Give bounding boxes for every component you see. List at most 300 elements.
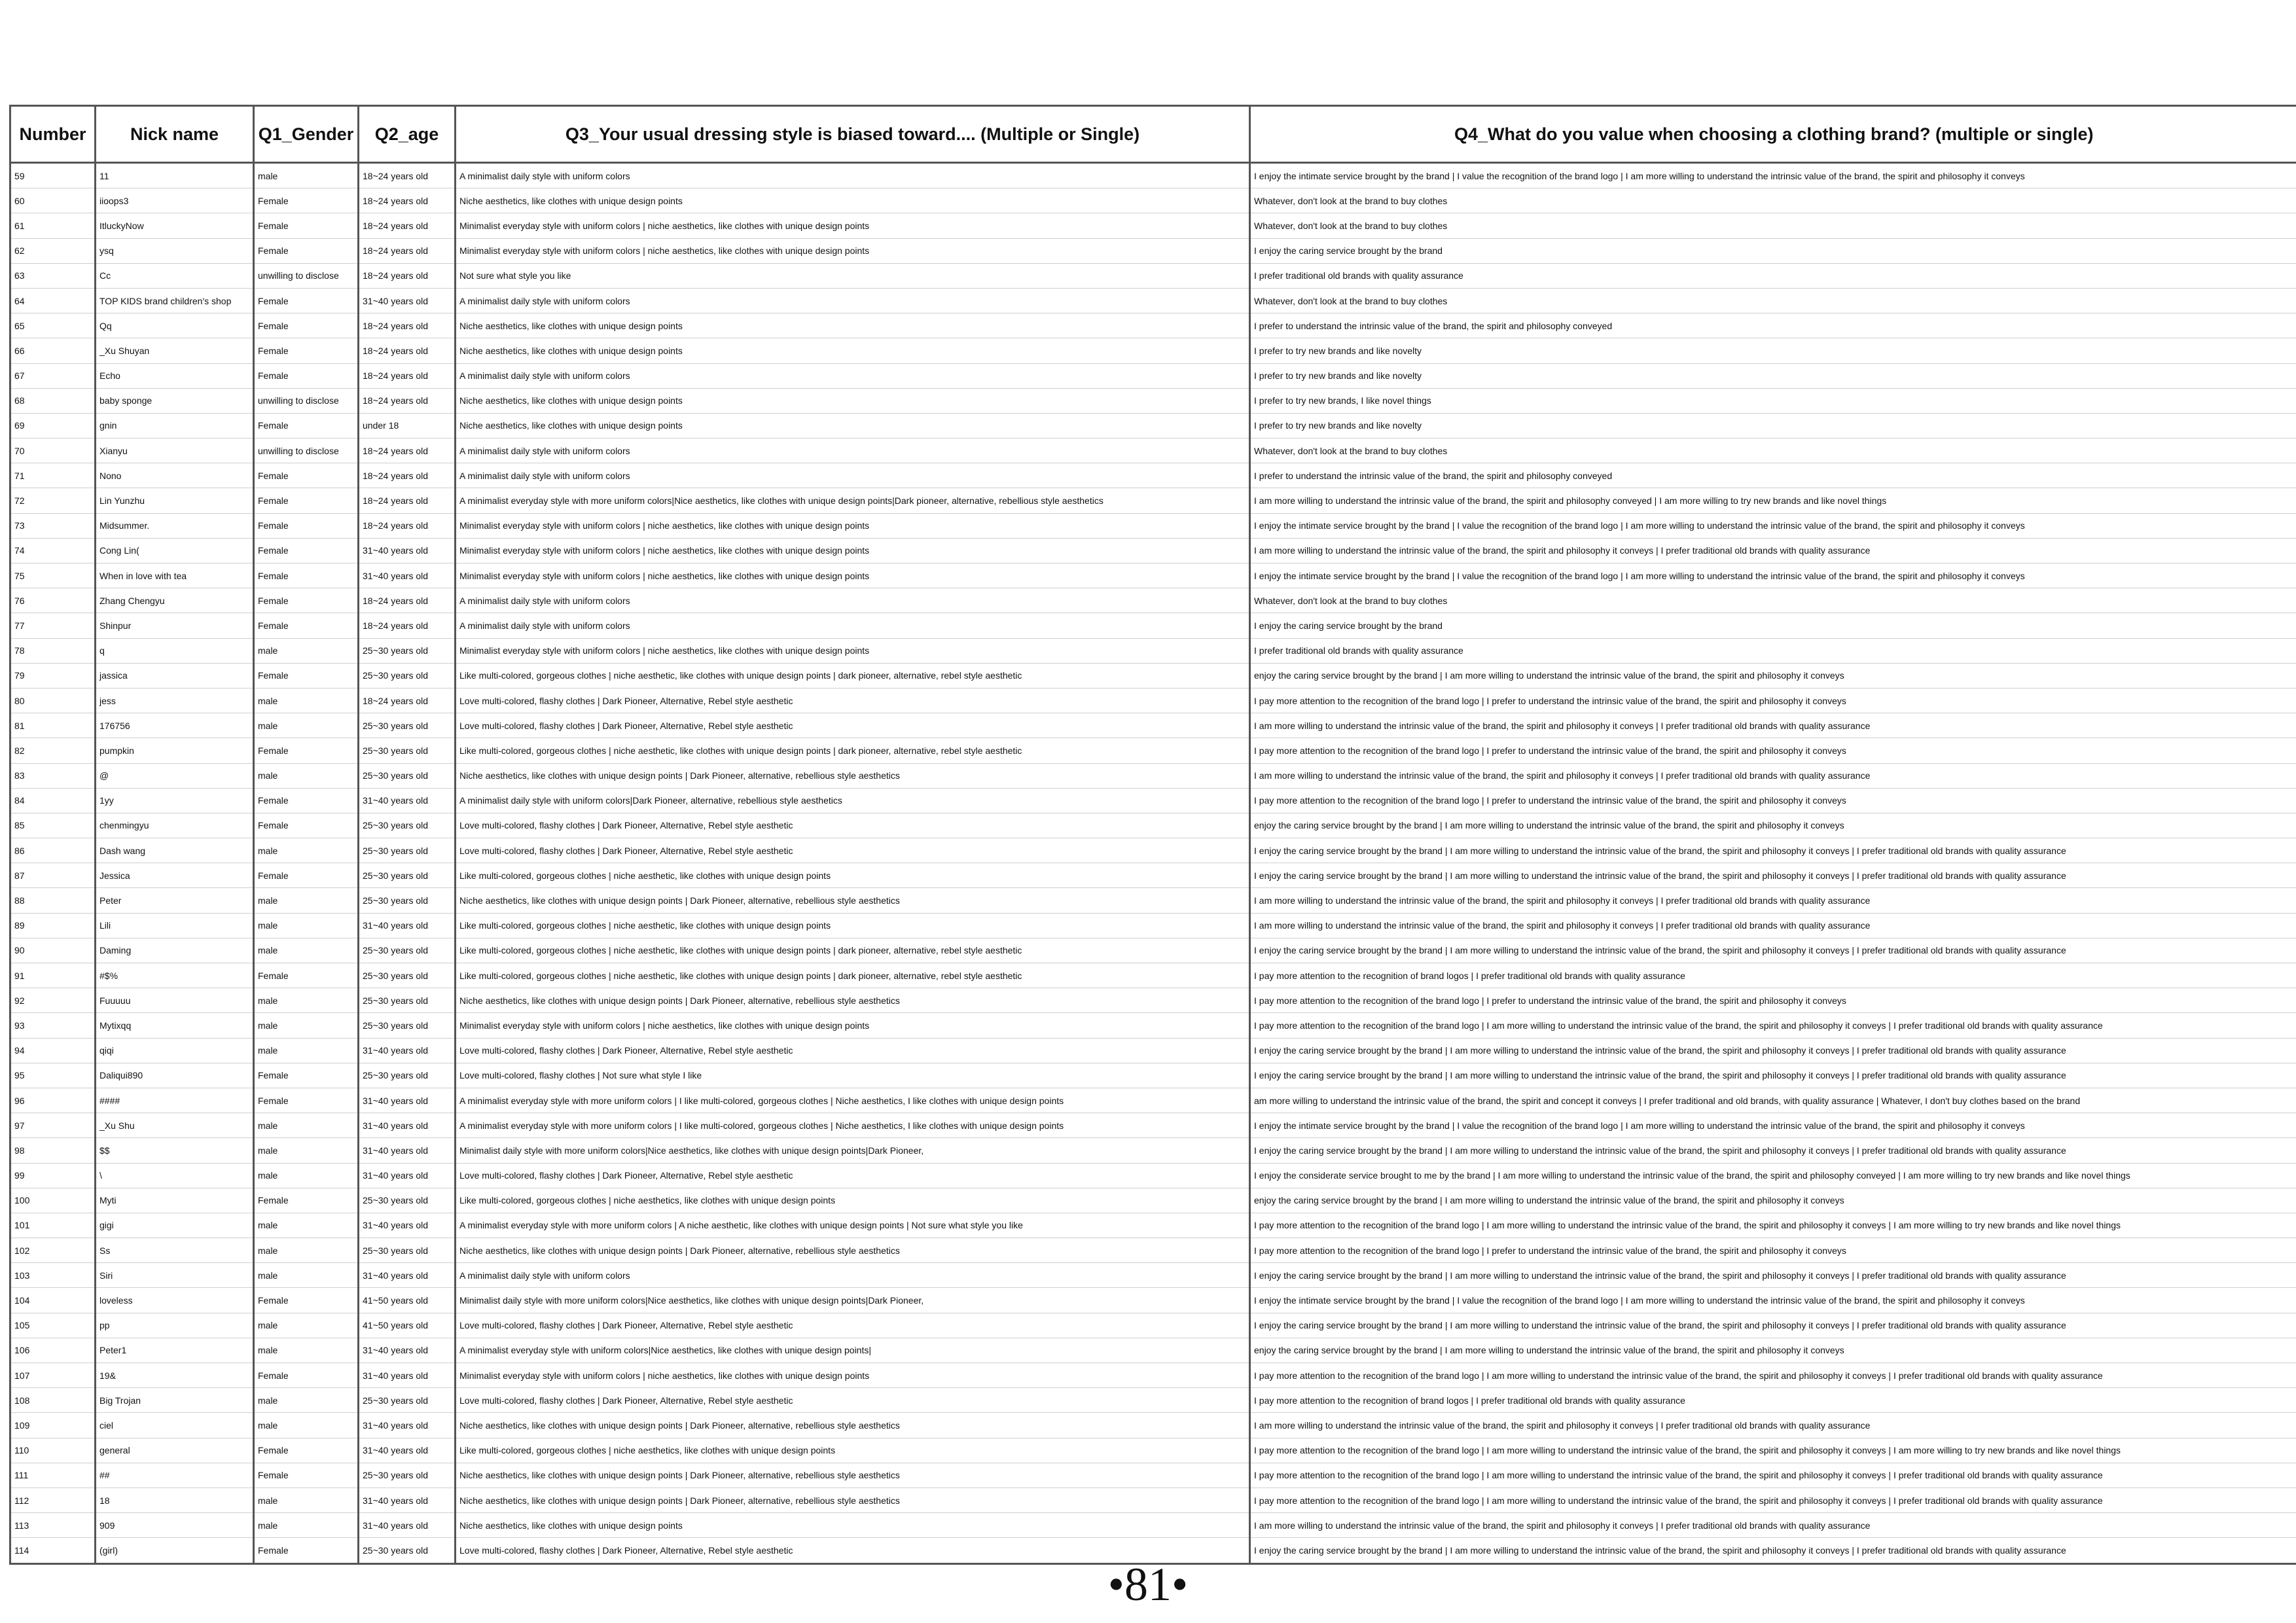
cell-age: 25~30 years old	[359, 1463, 456, 1488]
cell-gender: male	[254, 1038, 359, 1063]
table-row	[10, 313, 2296, 338]
cell-age: 18~24 years old	[359, 188, 456, 213]
table-row	[10, 288, 2296, 313]
cell-q3-style: Minimalist everyday style with uniform colors | niche aesthetics, like clothes with unique design points	[456, 563, 1250, 588]
table-row	[10, 388, 2296, 413]
table-row	[10, 1038, 2296, 1063]
cell-number: 79	[10, 663, 96, 688]
cell-gender: male	[254, 638, 359, 663]
cell-age: 18~24 years old	[359, 163, 456, 188]
cell-number: 69	[10, 413, 96, 438]
table-row	[10, 938, 2296, 963]
cell-q3-style: Minimalist everyday style with uniform colors | niche aesthetics, like clothes with unique design points	[456, 638, 1250, 663]
cell-nickname: Siri	[96, 1263, 254, 1288]
cell-age: 18~24 years old	[359, 688, 456, 713]
cell-nickname: Nono	[96, 463, 254, 488]
cell-number: 84	[10, 788, 96, 813]
cell-age: 18~24 years old	[359, 613, 456, 638]
cell-nickname: (girl)	[96, 1538, 254, 1563]
cell-q3-style: Love multi-colored, flashy clothes | Dark Pioneer, Alternative, Rebel style aesthetic	[456, 688, 1250, 713]
cell-number: 81	[10, 713, 96, 738]
cell-q3-style: Niche aesthetics, like clothes with unique design points	[456, 188, 1250, 213]
col-header-q4-brand: Q4_What do you value when choosing a clothing brand? (multiple or single)	[1250, 106, 2296, 163]
table-row	[10, 1163, 2296, 1188]
table-row	[10, 463, 2296, 488]
cell-age: 18~24 years old	[359, 463, 456, 488]
cell-q3-style: A minimalist daily style with uniform colors	[456, 1263, 1250, 1288]
table-row	[10, 1138, 2296, 1163]
cell-age: 18~24 years old	[359, 338, 456, 363]
cell-age: 25~30 years old	[359, 888, 456, 913]
cell-q4-brand: I am more willing to understand the intrinsic value of the brand, the spirit and philosophy conveyed | I am more willing to try new brands and like novel things	[1250, 488, 2296, 513]
cell-age: 18~24 years old	[359, 238, 456, 263]
cell-gender: male	[254, 688, 359, 713]
cell-q4-brand: I enjoy the caring service brought by the brand | I am more willing to understand the intrinsic value of the brand, the spirit and philosophy it conveys | I prefer traditional old brands with quality assurance	[1250, 1038, 2296, 1063]
cell-age: 41~50 years old	[359, 1313, 456, 1338]
cell-number: 60	[10, 188, 96, 213]
cell-q4-brand: Whatever, don't look at the brand to buy clothes	[1250, 213, 2296, 238]
cell-nickname: ##	[96, 1463, 254, 1488]
cell-q3-style: A minimalist everyday style with more uniform colors | A niche aesthetic, like clothes with unique design points | Not sure what style you like	[456, 1213, 1250, 1238]
cell-q3-style: Minimalist everyday style with uniform colors | niche aesthetics, like clothes with unique design points	[456, 1363, 1250, 1388]
cell-q4-brand: I pay more attention to the recognition of the brand logo | I prefer to understand the intrinsic value of the brand, the spirit and philosophy it conveys	[1250, 988, 2296, 1013]
cell-gender: Female	[254, 1438, 359, 1463]
cell-q4-brand: I pay more attention to the recognition of the brand logo | I prefer to understand the intrinsic value of the brand, the spirit and philosophy it conveys	[1250, 1238, 2296, 1263]
table-row	[10, 1363, 2296, 1388]
cell-age: 18~24 years old	[359, 213, 456, 238]
cell-q3-style: Niche aesthetics, like clothes with unique design points | Dark Pioneer, alternative, rebellious style aesthetics	[456, 988, 1250, 1013]
cell-q3-style: Minimalist daily style with more uniform colors|Nice aesthetics, like clothes with unique design points|Dark Pioneer,	[456, 1138, 1250, 1163]
cell-q4-brand: I am more willing to understand the intrinsic value of the brand, the spirit and philosophy it conveys | I prefer traditional old brands with quality assurance	[1250, 713, 2296, 738]
cell-nickname: ItluckyNow	[96, 213, 254, 238]
cell-age: 31~40 years old	[359, 1163, 456, 1188]
cell-age: 31~40 years old	[359, 1113, 456, 1138]
cell-number: 70	[10, 438, 96, 463]
table-row	[10, 1338, 2296, 1363]
table-row	[10, 213, 2296, 238]
cell-q3-style: Minimalist everyday style with uniform colors | niche aesthetics, like clothes with unique design points	[456, 1013, 1250, 1038]
cell-nickname: @	[96, 763, 254, 788]
cell-q4-brand: I pay more attention to the recognition of the brand logo | I am more willing to understand the intrinsic value of the brand, the spirit and philosophy it conveys | I am more willing to try new brands and like novel things	[1250, 1213, 2296, 1238]
cell-gender: male	[254, 1413, 359, 1438]
cell-number: 89	[10, 913, 96, 938]
cell-age: 25~30 years old	[359, 813, 456, 838]
cell-gender: Female	[254, 1538, 359, 1563]
cell-q4-brand: enjoy the caring service brought by the brand | I am more willing to understand the intrinsic value of the brand, the spirit and philosophy it conveys	[1250, 1188, 2296, 1213]
cell-gender: male	[254, 1113, 359, 1138]
cell-gender: Female	[254, 1463, 359, 1488]
cell-nickname: jassica	[96, 663, 254, 688]
cell-gender: Female	[254, 1188, 359, 1213]
cell-age: 31~40 years old	[359, 1488, 456, 1512]
cell-gender: Female	[254, 788, 359, 813]
header-row	[10, 106, 2296, 163]
cell-nickname: qiqi	[96, 1038, 254, 1063]
cell-number: 108	[10, 1388, 96, 1413]
cell-age: 18~24 years old	[359, 488, 456, 513]
cell-q4-brand: I prefer to understand the intrinsic value of the brand, the spirit and philosophy conveyed	[1250, 463, 2296, 488]
cell-number: 91	[10, 963, 96, 988]
col-header-gender: Q1_Gender	[254, 106, 359, 163]
cell-q3-style: Like multi-colored, gorgeous clothes | niche aesthetic, like clothes with unique design points | dark pioneer, alternative, rebel style aesthetic	[456, 963, 1250, 988]
cell-gender: male	[254, 1138, 359, 1163]
cell-q4-brand: I prefer to try new brands, I like novel things	[1250, 388, 2296, 413]
cell-q4-brand: I pay more attention to the recognition of brand logos | I prefer traditional old brands with quality assurance	[1250, 963, 2296, 988]
cell-age: 31~40 years old	[359, 788, 456, 813]
table-row	[10, 1263, 2296, 1288]
cell-nickname: 1yy	[96, 788, 254, 813]
cell-q4-brand: Whatever, don't look at the brand to buy clothes	[1250, 188, 2296, 213]
cell-q3-style: A minimalist daily style with uniform colors	[456, 613, 1250, 638]
cell-nickname: iioops3	[96, 188, 254, 213]
cell-nickname: Zhang Chengyu	[96, 588, 254, 613]
cell-nickname: \	[96, 1163, 254, 1188]
cell-age: 25~30 years old	[359, 763, 456, 788]
cell-nickname: Mytixqq	[96, 1013, 254, 1038]
cell-q3-style: A minimalist daily style with uniform colors	[456, 588, 1250, 613]
cell-gender: Female	[254, 413, 359, 438]
cell-age: 31~40 years old	[359, 1213, 456, 1238]
cell-age: 31~40 years old	[359, 1088, 456, 1113]
cell-q4-brand: I pay more attention to the recognition of the brand logo | I am more willing to understand the intrinsic value of the brand, the spirit and philosophy it conveys | I prefer traditional old brands with quality assurance	[1250, 1013, 2296, 1038]
table-row	[10, 188, 2296, 213]
cell-number: 113	[10, 1513, 96, 1538]
cell-number: 85	[10, 813, 96, 838]
cell-number: 86	[10, 838, 96, 863]
cell-q4-brand: I am more willing to understand the intrinsic value of the brand, the spirit and philosophy it conveys | I prefer traditional old brands with quality assurance	[1250, 1413, 2296, 1438]
cell-number: 96	[10, 1088, 96, 1113]
cell-q3-style: Like multi-colored, gorgeous clothes | niche aesthetics, like clothes with unique design points	[456, 1188, 1250, 1213]
cell-number: 83	[10, 763, 96, 788]
cell-q3-style: Love multi-colored, flashy clothes | Dark Pioneer, Alternative, Rebel style aesthetic	[456, 1538, 1250, 1563]
cell-q3-style: Niche aesthetics, like clothes with unique design points | Dark Pioneer, alternative, rebellious style aesthetics	[456, 1413, 1250, 1438]
cell-gender: Female	[254, 363, 359, 388]
cell-q3-style: Minimalist everyday style with uniform colors | niche aesthetics, like clothes with unique design points	[456, 513, 1250, 538]
cell-gender: male	[254, 713, 359, 738]
cell-nickname: general	[96, 1438, 254, 1463]
table-row	[10, 163, 2296, 188]
table-row	[10, 1463, 2296, 1488]
cell-nickname: _Xu Shu	[96, 1113, 254, 1138]
cell-nickname: Xianyu	[96, 438, 254, 463]
cell-q4-brand: I prefer to try new brands and like novelty	[1250, 338, 2296, 363]
cell-nickname: Jessica	[96, 863, 254, 888]
cell-q3-style: A minimalist daily style with uniform colors|Dark Pioneer, alternative, rebellious style aesthetics	[456, 788, 1250, 813]
cell-age: 25~30 years old	[359, 638, 456, 663]
cell-age: 31~40 years old	[359, 1413, 456, 1438]
cell-age: 25~30 years old	[359, 1188, 456, 1213]
table-row	[10, 1088, 2296, 1113]
cell-q4-brand: I pay more attention to the recognition of the brand logo | I am more willing to understand the intrinsic value of the brand, the spirit and philosophy it conveys | I prefer traditional old brands with quality assurance	[1250, 1363, 2296, 1388]
page-number: •81•	[1107, 1558, 1189, 1611]
cell-q4-brand: am more willing to understand the intrinsic value of the brand, the spirit and concept it conveys | I prefer traditional and old brands, with quality assurance | Whatever, I don't buy clothes based on the brand	[1250, 1088, 2296, 1113]
cell-q3-style: Love multi-colored, flashy clothes | Dark Pioneer, Alternative, Rebel style aesthetic	[456, 1163, 1250, 1188]
cell-age: 41~50 years old	[359, 1288, 456, 1313]
cell-number: 77	[10, 613, 96, 638]
cell-q4-brand: I enjoy the caring service brought by the brand | I am more willing to understand the intrinsic value of the brand, the spirit and philosophy it conveys | I prefer traditional old brands with quality assurance	[1250, 863, 2296, 888]
cell-age: 31~40 years old	[359, 538, 456, 563]
cell-age: 18~24 years old	[359, 513, 456, 538]
cell-nickname: Cong Lin(	[96, 538, 254, 563]
cell-gender: male	[254, 763, 359, 788]
cell-gender: Female	[254, 863, 359, 888]
cell-gender: Female	[254, 488, 359, 513]
cell-nickname: ciel	[96, 1413, 254, 1438]
cell-gender: male	[254, 1213, 359, 1238]
cell-nickname: Fuuuuu	[96, 988, 254, 1013]
cell-q3-style: Not sure what style you like	[456, 263, 1250, 288]
cell-q3-style: Love multi-colored, flashy clothes | Not sure what style I like	[456, 1063, 1250, 1088]
table-row	[10, 963, 2296, 988]
cell-age: 25~30 years old	[359, 963, 456, 988]
table-row	[10, 1188, 2296, 1213]
cell-gender: male	[254, 838, 359, 863]
cell-q4-brand: I enjoy the considerate service brought to me by the brand | I am more willing to understand the intrinsic value of the brand, the spirit and philosophy conveyed | I am more willing to try new brands and like novel things	[1250, 1163, 2296, 1188]
cell-nickname: Lin Yunzhu	[96, 488, 254, 513]
cell-q4-brand: I enjoy the intimate service brought by the brand | I value the recognition of the brand logo | I am more willing to understand the intrinsic value of the brand, the spirit and philosophy it conveys	[1250, 1113, 2296, 1138]
cell-number: 80	[10, 688, 96, 713]
cell-nickname: $$	[96, 1138, 254, 1163]
cell-gender: Female	[254, 213, 359, 238]
cell-gender: Female	[254, 1288, 359, 1313]
cell-age: 31~40 years old	[359, 1513, 456, 1538]
cell-nickname: 18	[96, 1488, 254, 1512]
cell-nickname: chenmingyu	[96, 813, 254, 838]
cell-age: 18~24 years old	[359, 313, 456, 338]
cell-gender: male	[254, 1163, 359, 1188]
col-header-number: Number	[10, 106, 96, 163]
cell-number: 71	[10, 463, 96, 488]
table-row	[10, 1438, 2296, 1463]
cell-q3-style: A minimalist everyday style with more uniform colors | I like multi-colored, gorgeous clothes | Niche aesthetics, I like clothes with unique design points	[456, 1113, 1250, 1138]
cell-q4-brand: I enjoy the caring service brought by the brand | I am more willing to understand the intrinsic value of the brand, the spirit and philosophy it conveys | I prefer traditional old brands with quality assurance	[1250, 1263, 2296, 1288]
cell-q4-brand: enjoy the caring service brought by the brand | I am more willing to understand the intrinsic value of the brand, the spirit and philosophy it conveys	[1250, 1338, 2296, 1363]
cell-gender: male	[254, 913, 359, 938]
cell-number: 68	[10, 388, 96, 413]
cell-gender: male	[254, 888, 359, 913]
cell-q4-brand: I pay more attention to the recognition of the brand logo | I prefer to understand the intrinsic value of the brand, the spirit and philosophy it conveys	[1250, 738, 2296, 763]
cell-gender: male	[254, 1488, 359, 1512]
cell-number: 97	[10, 1113, 96, 1138]
cell-q3-style: Minimalist daily style with more uniform colors|Nice aesthetics, like clothes with unique design points|Dark Pioneer,	[456, 1288, 1250, 1313]
cell-q3-style: Niche aesthetics, like clothes with unique design points	[456, 338, 1250, 363]
cell-q3-style: Minimalist everyday style with uniform colors | niche aesthetics, like clothes with unique design points	[456, 538, 1250, 563]
cell-number: 67	[10, 363, 96, 388]
table-row	[10, 913, 2296, 938]
table-row	[10, 838, 2296, 863]
table-row	[10, 513, 2296, 538]
cell-q3-style: Niche aesthetics, like clothes with unique design points	[456, 413, 1250, 438]
cell-age: 25~30 years old	[359, 713, 456, 738]
cell-number: 87	[10, 863, 96, 888]
cell-nickname: Shinpur	[96, 613, 254, 638]
cell-age: 25~30 years old	[359, 1538, 456, 1563]
survey-table	[9, 105, 2296, 1565]
cell-gender: male	[254, 1338, 359, 1363]
table-row	[10, 363, 2296, 388]
cell-gender: Female	[254, 613, 359, 638]
cell-nickname: gnin	[96, 413, 254, 438]
cell-q4-brand: I enjoy the caring service brought by the brand | I am more willing to understand the intrinsic value of the brand, the spirit and philosophy it conveys | I prefer traditional old brands with quality assurance	[1250, 1138, 2296, 1163]
cell-q3-style: A minimalist everyday style with more uniform colors|Nice aesthetics, like clothes with unique design points|Dark pioneer, alternative, rebellious style aesthetics	[456, 488, 1250, 513]
cell-number: 110	[10, 1438, 96, 1463]
cell-q3-style: Niche aesthetics, like clothes with unique design points	[456, 1513, 1250, 1538]
cell-nickname: gigi	[96, 1213, 254, 1238]
cell-q3-style: Minimalist everyday style with uniform colors | niche aesthetics, like clothes with unique design points	[456, 213, 1250, 238]
cell-q4-brand: I enjoy the caring service brought by the brand | I am more willing to understand the intrinsic value of the brand, the spirit and philosophy it conveys | I prefer traditional old brands with quality assurance	[1250, 938, 2296, 963]
cell-age: 18~24 years old	[359, 263, 456, 288]
cell-number: 105	[10, 1313, 96, 1338]
cell-gender: Female	[254, 738, 359, 763]
table-row	[10, 888, 2296, 913]
cell-gender: male	[254, 1238, 359, 1263]
cell-age: 31~40 years old	[359, 913, 456, 938]
table-row	[10, 738, 2296, 763]
cell-nickname: Daming	[96, 938, 254, 963]
cell-nickname: Peter1	[96, 1338, 254, 1363]
cell-number: 62	[10, 238, 96, 263]
cell-nickname: baby sponge	[96, 388, 254, 413]
cell-age: 31~40 years old	[359, 563, 456, 588]
cell-number: 99	[10, 1163, 96, 1188]
cell-gender: unwilling to disclose	[254, 438, 359, 463]
cell-number: 64	[10, 288, 96, 313]
cell-q4-brand: I pay more attention to the recognition of the brand logo | I prefer to understand the intrinsic value of the brand, the spirit and philosophy it conveys	[1250, 788, 2296, 813]
cell-q3-style: A minimalist daily style with uniform colors	[456, 438, 1250, 463]
cell-number: 59	[10, 163, 96, 188]
cell-gender: male	[254, 1388, 359, 1413]
cell-q3-style: Like multi-colored, gorgeous clothes | niche aesthetic, like clothes with unique design points | dark pioneer, alternative, rebel style aesthetic	[456, 938, 1250, 963]
cell-age: 31~40 years old	[359, 288, 456, 313]
table-row	[10, 1213, 2296, 1238]
cell-nickname: Big Trojan	[96, 1388, 254, 1413]
cell-number: 114	[10, 1538, 96, 1563]
cell-q4-brand: I enjoy the intimate service brought by the brand | I value the recognition of the brand logo | I am more willing to understand the intrinsic value of the brand, the spirit and philosophy it conveys	[1250, 163, 2296, 188]
cell-gender: Female	[254, 538, 359, 563]
cell-nickname: 11	[96, 163, 254, 188]
cell-age: 25~30 years old	[359, 1063, 456, 1088]
cell-gender: Female	[254, 963, 359, 988]
table-row	[10, 988, 2296, 1013]
cell-q3-style: Love multi-colored, flashy clothes | Dark Pioneer, Alternative, Rebel style aesthetic	[456, 1388, 1250, 1413]
cell-nickname: Midsummer.	[96, 513, 254, 538]
cell-number: 93	[10, 1013, 96, 1038]
cell-gender: male	[254, 163, 359, 188]
cell-nickname: TOP KIDS brand children's shop	[96, 288, 254, 313]
table-row	[10, 588, 2296, 613]
cell-q3-style: A minimalist daily style with uniform colors	[456, 163, 1250, 188]
cell-gender: Female	[254, 588, 359, 613]
cell-q4-brand: I enjoy the intimate service brought by the brand | I value the recognition of the brand logo | I am more willing to understand the intrinsic value of the brand, the spirit and philosophy it conveys	[1250, 1288, 2296, 1313]
cell-q4-brand: I am more willing to understand the intrinsic value of the brand, the spirit and philosophy it conveys | I prefer traditional old brands with quality assurance	[1250, 763, 2296, 788]
cell-q3-style: Niche aesthetics, like clothes with unique design points	[456, 388, 1250, 413]
cell-gender: Female	[254, 1088, 359, 1113]
table-row	[10, 1513, 2296, 1538]
cell-nickname: pp	[96, 1313, 254, 1338]
table-row	[10, 1413, 2296, 1438]
cell-nickname: jess	[96, 688, 254, 713]
table-row	[10, 638, 2296, 663]
cell-nickname: Qq	[96, 313, 254, 338]
table-row	[10, 663, 2296, 688]
table-row	[10, 563, 2296, 588]
cell-nickname: Myti	[96, 1188, 254, 1213]
table-row	[10, 1313, 2296, 1338]
table-row	[10, 488, 2296, 513]
cell-q4-brand: I enjoy the caring service brought by the brand	[1250, 238, 2296, 263]
cell-number: 100	[10, 1188, 96, 1213]
cell-q4-brand: Whatever, don't look at the brand to buy clothes	[1250, 588, 2296, 613]
cell-q3-style: Love multi-colored, flashy clothes | Dark Pioneer, Alternative, Rebel style aesthetic	[456, 1313, 1250, 1338]
table-row	[10, 788, 2296, 813]
cell-gender: Female	[254, 813, 359, 838]
cell-gender: male	[254, 1313, 359, 1338]
cell-number: 107	[10, 1363, 96, 1388]
cell-gender: Female	[254, 563, 359, 588]
cell-q3-style: Niche aesthetics, like clothes with unique design points	[456, 313, 1250, 338]
cell-number: 101	[10, 1213, 96, 1238]
cell-age: 25~30 years old	[359, 663, 456, 688]
table-row	[10, 438, 2296, 463]
cell-q4-brand: I prefer to try new brands and like novelty	[1250, 363, 2296, 388]
cell-q4-brand: Whatever, don't look at the brand to buy clothes	[1250, 438, 2296, 463]
cell-gender: Female	[254, 338, 359, 363]
cell-nickname: When in love with tea	[96, 563, 254, 588]
cell-q3-style: Like multi-colored, gorgeous clothes | niche aesthetic, like clothes with unique design points	[456, 913, 1250, 938]
cell-age: 31~40 years old	[359, 1263, 456, 1288]
cell-q4-brand: I pay more attention to the recognition of brand logos | I prefer traditional old brands with quality assurance	[1250, 1388, 2296, 1413]
cell-number: 72	[10, 488, 96, 513]
cell-q4-brand: I pay more attention to the recognition of the brand logo | I am more willing to understand the intrinsic value of the brand, the spirit and philosophy it conveys | I am more willing to try new brands and like novel things	[1250, 1438, 2296, 1463]
cell-q4-brand: I pay more attention to the recognition of the brand logo | I am more willing to understand the intrinsic value of the brand, the spirit and philosophy it conveys | I prefer traditional old brands with quality assurance	[1250, 1488, 2296, 1512]
cell-age: 25~30 years old	[359, 938, 456, 963]
cell-q3-style: Love multi-colored, flashy clothes | Dark Pioneer, Alternative, Rebel style aesthetic	[456, 813, 1250, 838]
cell-q3-style: Like multi-colored, gorgeous clothes | niche aesthetic, like clothes with unique design points	[456, 863, 1250, 888]
cell-number: 76	[10, 588, 96, 613]
cell-nickname: Cc	[96, 263, 254, 288]
cell-number: 78	[10, 638, 96, 663]
cell-q4-brand: I enjoy the caring service brought by the brand | I am more willing to understand the intrinsic value of the brand, the spirit and philosophy it conveys | I prefer traditional old brands with quality assurance	[1250, 1063, 2296, 1088]
table-row	[10, 1063, 2296, 1088]
cell-q3-style: Niche aesthetics, like clothes with unique design points | Dark Pioneer, alternative, rebellious style aesthetics	[456, 763, 1250, 788]
cell-gender: male	[254, 1013, 359, 1038]
cell-number: 74	[10, 538, 96, 563]
cell-age: 18~24 years old	[359, 363, 456, 388]
cell-q3-style: A minimalist everyday style with uniform colors|Nice aesthetics, like clothes with unique design points|	[456, 1338, 1250, 1363]
cell-q4-brand: I prefer traditional old brands with quality assurance	[1250, 638, 2296, 663]
cell-q3-style: A minimalist daily style with uniform colors	[456, 363, 1250, 388]
cell-nickname: 909	[96, 1513, 254, 1538]
cell-q4-brand: I am more willing to understand the intrinsic value of the brand, the spirit and philosophy it conveys | I prefer traditional old brands with quality assurance	[1250, 538, 2296, 563]
cell-number: 102	[10, 1238, 96, 1263]
cell-age: 18~24 years old	[359, 438, 456, 463]
cell-number: 66	[10, 338, 96, 363]
cell-q3-style: Like multi-colored, gorgeous clothes | niche aesthetic, like clothes with unique design points | dark pioneer, alternative, rebel style aesthetic	[456, 663, 1250, 688]
table-row	[10, 813, 2296, 838]
cell-age: under 18	[359, 413, 456, 438]
cell-nickname: ####	[96, 1088, 254, 1113]
cell-q4-brand: I pay more attention to the recognition of the brand logo | I prefer to understand the intrinsic value of the brand, the spirit and philosophy it conveys	[1250, 688, 2296, 713]
cell-age: 25~30 years old	[359, 1013, 456, 1038]
cell-nickname: Echo	[96, 363, 254, 388]
cell-gender: unwilling to disclose	[254, 388, 359, 413]
table-row	[10, 713, 2296, 738]
cell-age: 25~30 years old	[359, 738, 456, 763]
cell-age: 25~30 years old	[359, 1238, 456, 1263]
col-header-q3-style: Q3_Your usual dressing style is biased toward.... (Multiple or Single)	[456, 106, 1250, 163]
cell-age: 25~30 years old	[359, 1388, 456, 1413]
cell-number: 103	[10, 1263, 96, 1288]
